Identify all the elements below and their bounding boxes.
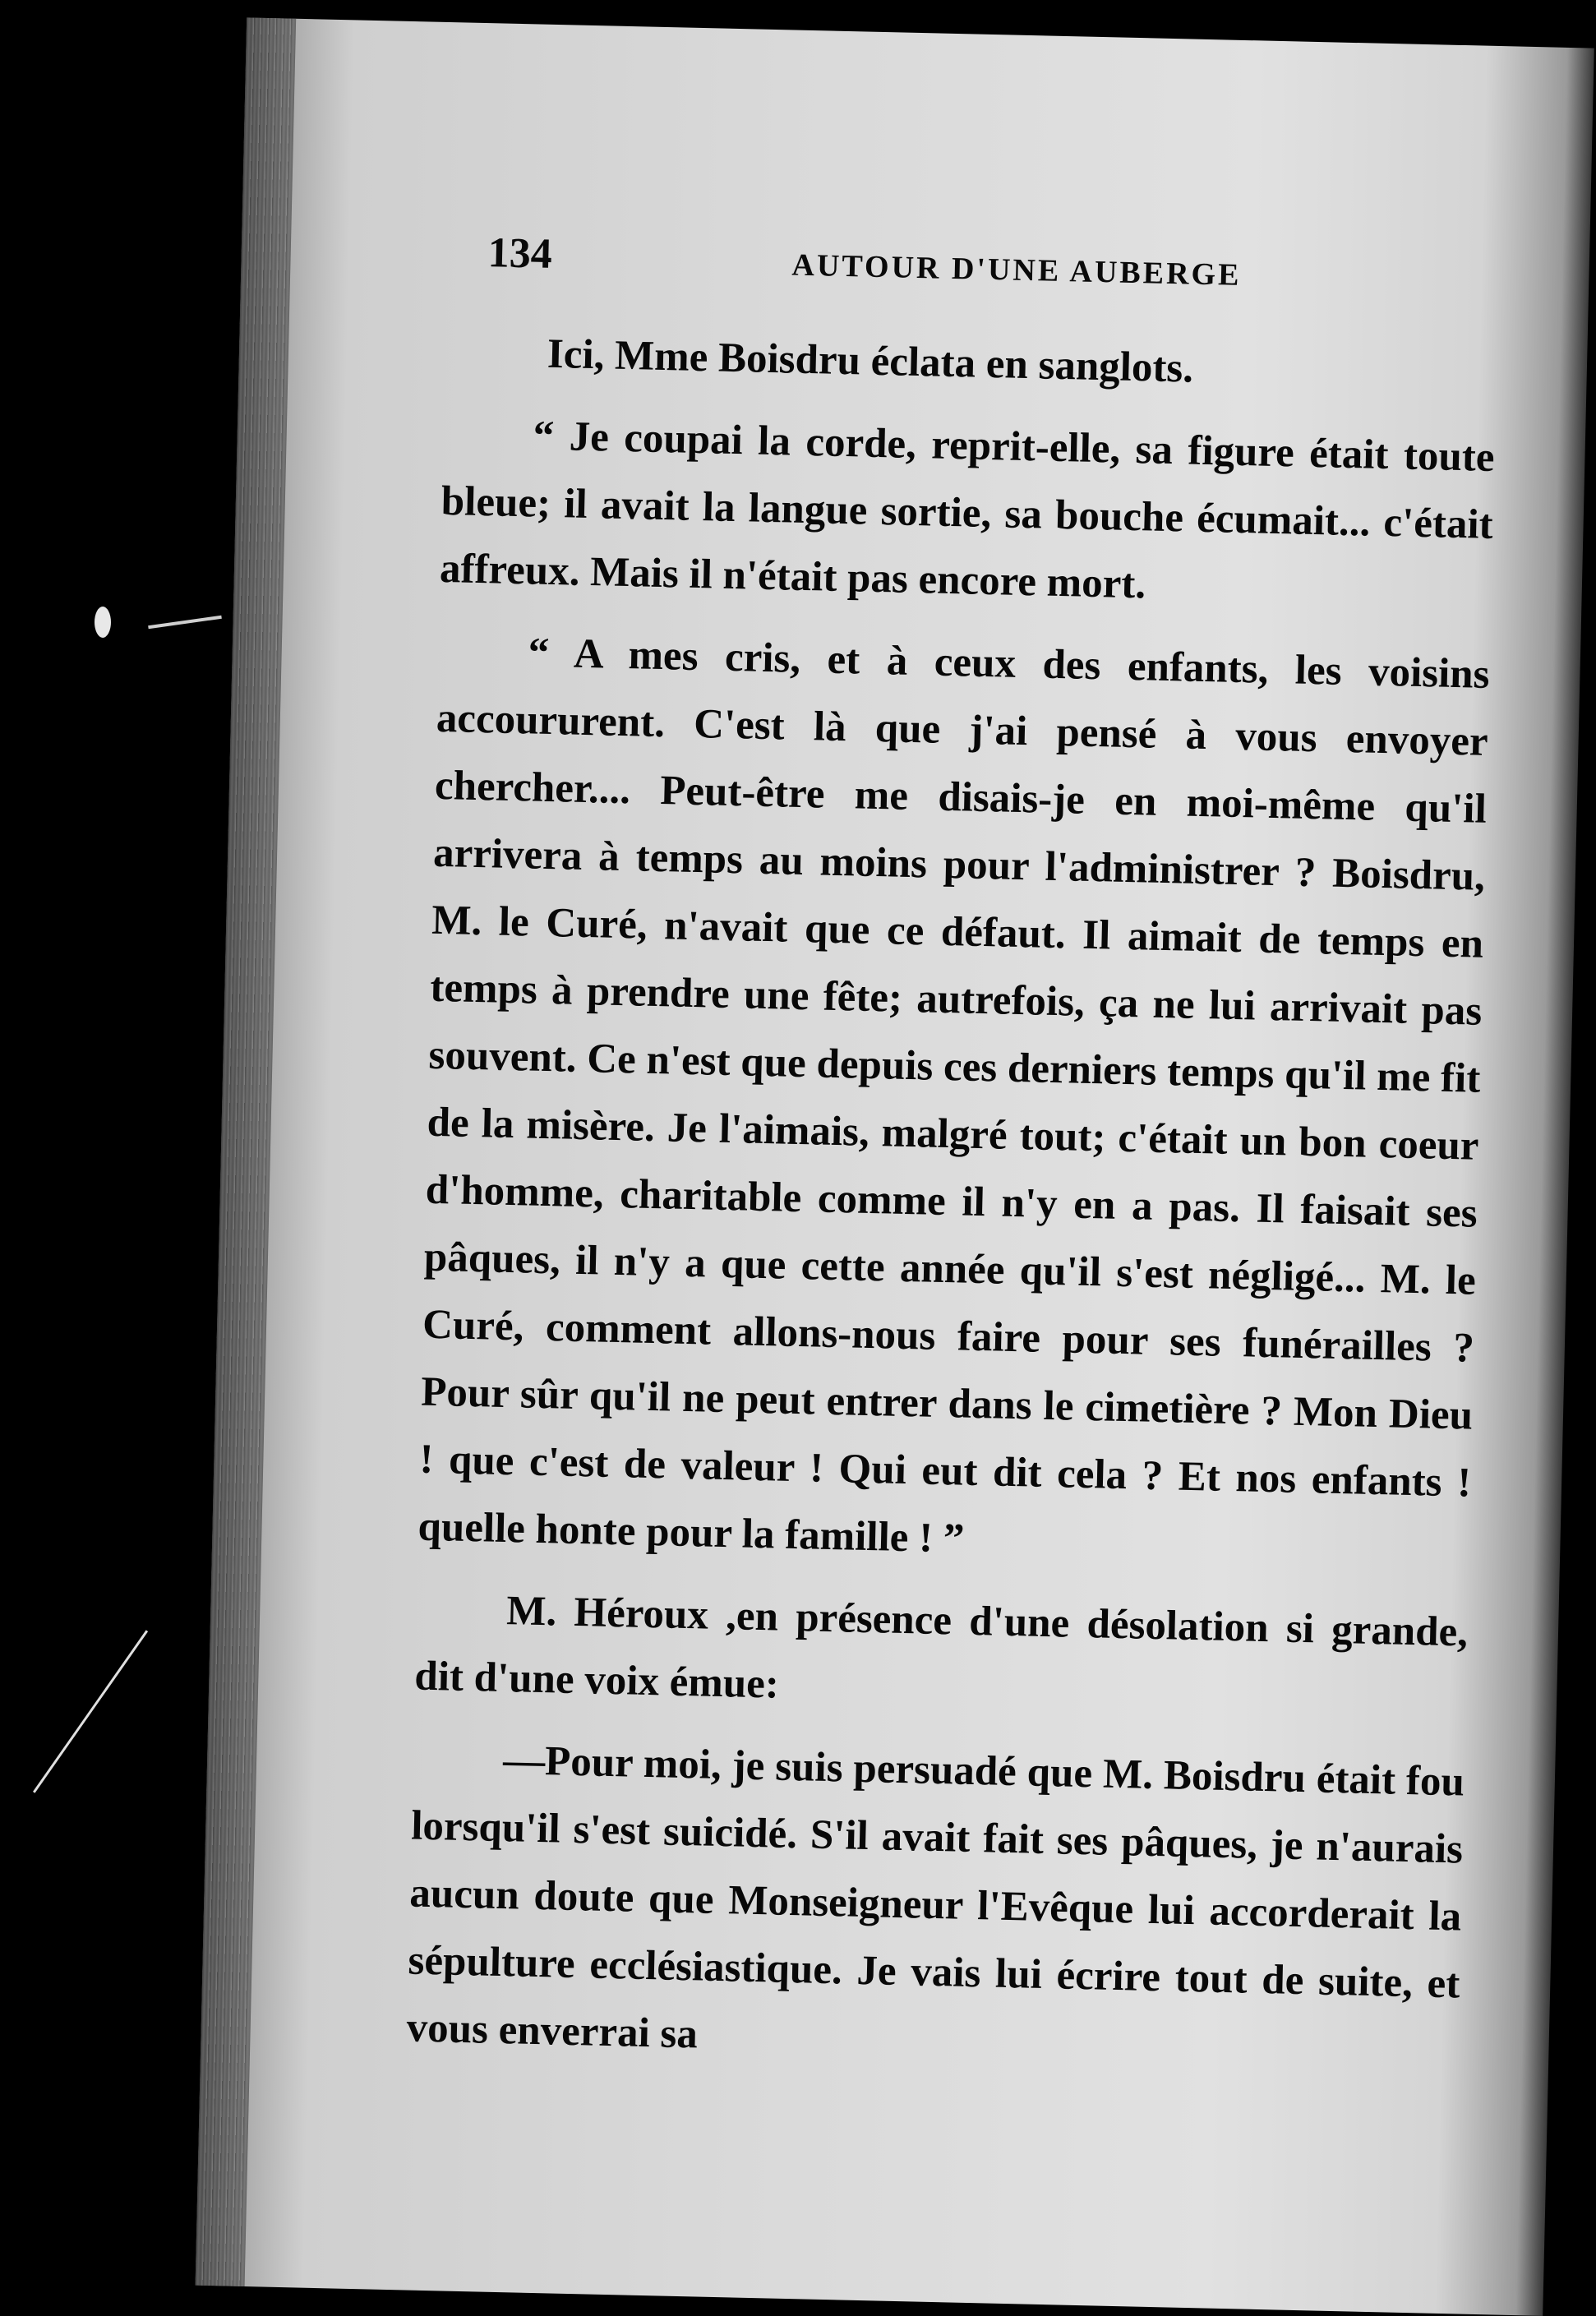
page-number: 134 (487, 229, 553, 278)
paragraph: —Pour moi, je suis persuadé que M. Boisdru était fou lorsqu'il s'est suicidé. S'il avait fait ses pâques, je n'aurais aucun doute que Monseigneur l'Evêque lui accorderait la sépulture ecclésiastique. Je vais lui écrire tout de suite, et vous enverrai sa (406, 1737, 1465, 2058)
paragraph: “ A mes cris, et à ceux des enfants, les voisins accoururent. C'est là que j'ai pensé à vous envoyer chercher.... Peut-être me disais-je en moi-même qu'il arrivera à temps au moins pour l'administrer ? Boisdru, M. le Curé, n'avait que ce défaut. Il aimait de temps en temps à prendre une fête; autrefois, ça ne lui arrivait pas souvent. Ce n'est que depuis ces derniers temps qu'il me fit de la misère. Je l'aimais, malgré tout; c'était un bon coeur d'homme, charitable comme il n'y en a pas. Il faisait ses pâques, il n'y a que cette année qu'il s'est négligé... M. le Curé, comment allons-nous faire pour ses funérailles ? Pour sûr qu'il ne peut entrer dans le cimetière ? Mon Dieu ! que c'est de valeur ! Qui eut dit cela ? Et nos enfants ! quelle honte pour la famille ! ” (417, 630, 1491, 1562)
scan-edge-speck (95, 607, 111, 638)
page-header (487, 228, 1540, 310)
page-body (406, 318, 1497, 2085)
paragraph: M. Héroux ,en présence d'une désolation si grande, dit d'une voix émue: (413, 1588, 1469, 1708)
paragraph: “ Je coupai la corde, reprit-elle, sa figure était toute bleue; il avait la langue sortie, sa bouche écumait... c'était affreux. Mais il n'était pas encore mort. (439, 413, 1496, 608)
book-page (196, 17, 1594, 2315)
page-gutter (196, 17, 297, 2286)
scan-edge-mark (148, 616, 222, 629)
running-title: AUTOUR D'UNE AUBERGE (791, 247, 1242, 293)
paragraph: Ici, Mme Boisdru éclata en sanglots. (547, 330, 1194, 392)
scan-edge-line (33, 1630, 148, 1792)
